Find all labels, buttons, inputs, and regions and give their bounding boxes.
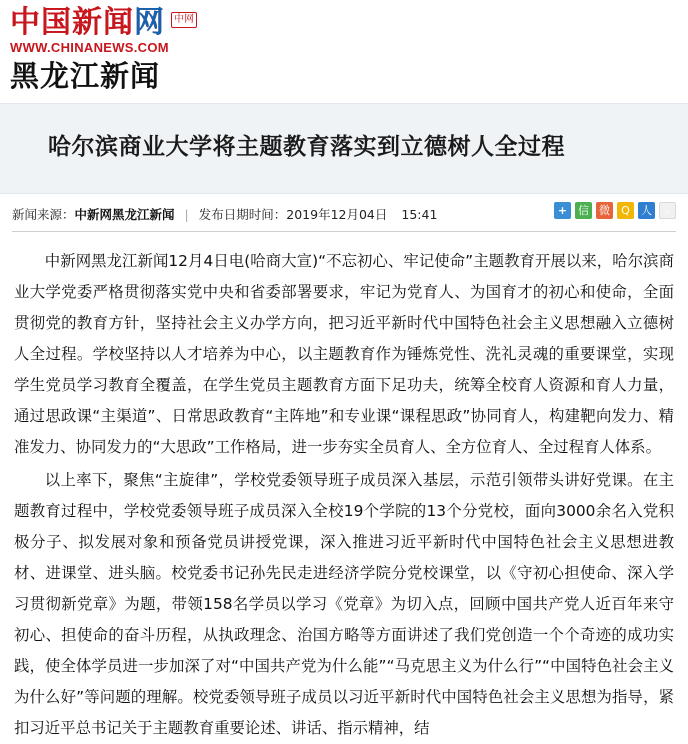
- site-logo-badge: 中网: [171, 12, 197, 28]
- date-label: 发布日期时间：: [198, 207, 287, 223]
- article-body: [14, 246, 674, 744]
- site-logo-accent: 网: [134, 5, 165, 40]
- site-logo[interactable]: [10, 5, 688, 40]
- share-bar: [554, 202, 676, 219]
- more-share-icon[interactable]: ⌕: [659, 202, 676, 219]
- meta-line: [12, 205, 437, 223]
- renren-icon[interactable]: 人: [638, 202, 655, 219]
- page-title: 哈尔滨商业大学将主题教育落实到立德树人全过程: [48, 134, 565, 161]
- channel-title: 黑龙江新闻: [10, 59, 161, 93]
- wechat-icon[interactable]: 信: [575, 202, 592, 219]
- site-logo-text: [10, 5, 165, 40]
- source-label: 新闻来源：: [12, 207, 75, 223]
- weibo-icon[interactable]: 微: [596, 202, 613, 219]
- publish-time: 15:41: [401, 207, 438, 223]
- article-paragraph: 以上率下，聚焦“主旋律”，学校党委领导班子成员深入基层，示范引领带头讲好党课。在主题教育过程中，学校党委领导班子成员深入全校19个学院的13个分党校，面向3000余名入党积极分子、拟发展对象和预备党员讲授党课，深入推进习近平新时代中国特色社会主义思想进教材、进课堂、进头脑。校党委书记孙先民走进经济学院分党校课堂，以《守初心担使命、深入学习贯彻新党章》为题，带领158名学员以学习《党章》为切入点，回顾中国共产党人近百年来守初心、担使命的奋斗历程，从执政理念、治国方略等方面讲述了我们党创造一个个奇迹的成功实践，使全体学员进一步加深了对“中国共产党为什么能”“马克思主义为什么行”“中国特色社会主义为什么好”等问题的理解。校党委领导班子成员以习近平新时代中国特色社会主义思想为指导，紧扣习近平总书记关于主题教育重要论述、讲话、指示精神，结: [14, 471, 674, 738]
- article-meta: [12, 194, 676, 232]
- meta-separator: |: [184, 207, 189, 223]
- article-paragraph: 中新网黑龙江新闻12月4日电(哈商大宣)“不忘初心、牢记使命”主题教育开展以来，哈尔滨商业大学党委严格贯彻落实党中央和省委部署要求，牢记为党育人、为国育才的初心和使命，全面贯彻党的教育方针，坚持社会主义办学方向，把习近平新时代中国特色社会主义思想融入立德树人全过程。学校坚持以人才培养为中心，以主题教育作为锤炼党性、洗礼灵魂的重要课堂，实现学生党员学习教育全覆盖，在学生党员主题教育方面下足功夫，统筹全校育人资源和育人力量，通过思政课“主渠道”、日常思政教育“主阵地”和专业课“课程思政”协同育人，构建靶向发力、精准发力、协同发力的“大思政”工作格局，进一步夯实全员育人、全方位育人、全过程育人体系。: [14, 252, 674, 457]
- site-masthead: [0, 0, 688, 93]
- qzone-icon[interactable]: Q: [617, 202, 634, 219]
- source-name[interactable]: 中新网黑龙江新闻: [74, 207, 175, 223]
- publish-date: 2019年12月04日: [286, 207, 388, 223]
- site-url: WWW.CHINANEWS.COM: [10, 40, 169, 55]
- site-logo-main: 中国新闻: [10, 5, 134, 40]
- headline-band: [0, 103, 688, 195]
- share-plus-icon[interactable]: +: [554, 202, 571, 219]
